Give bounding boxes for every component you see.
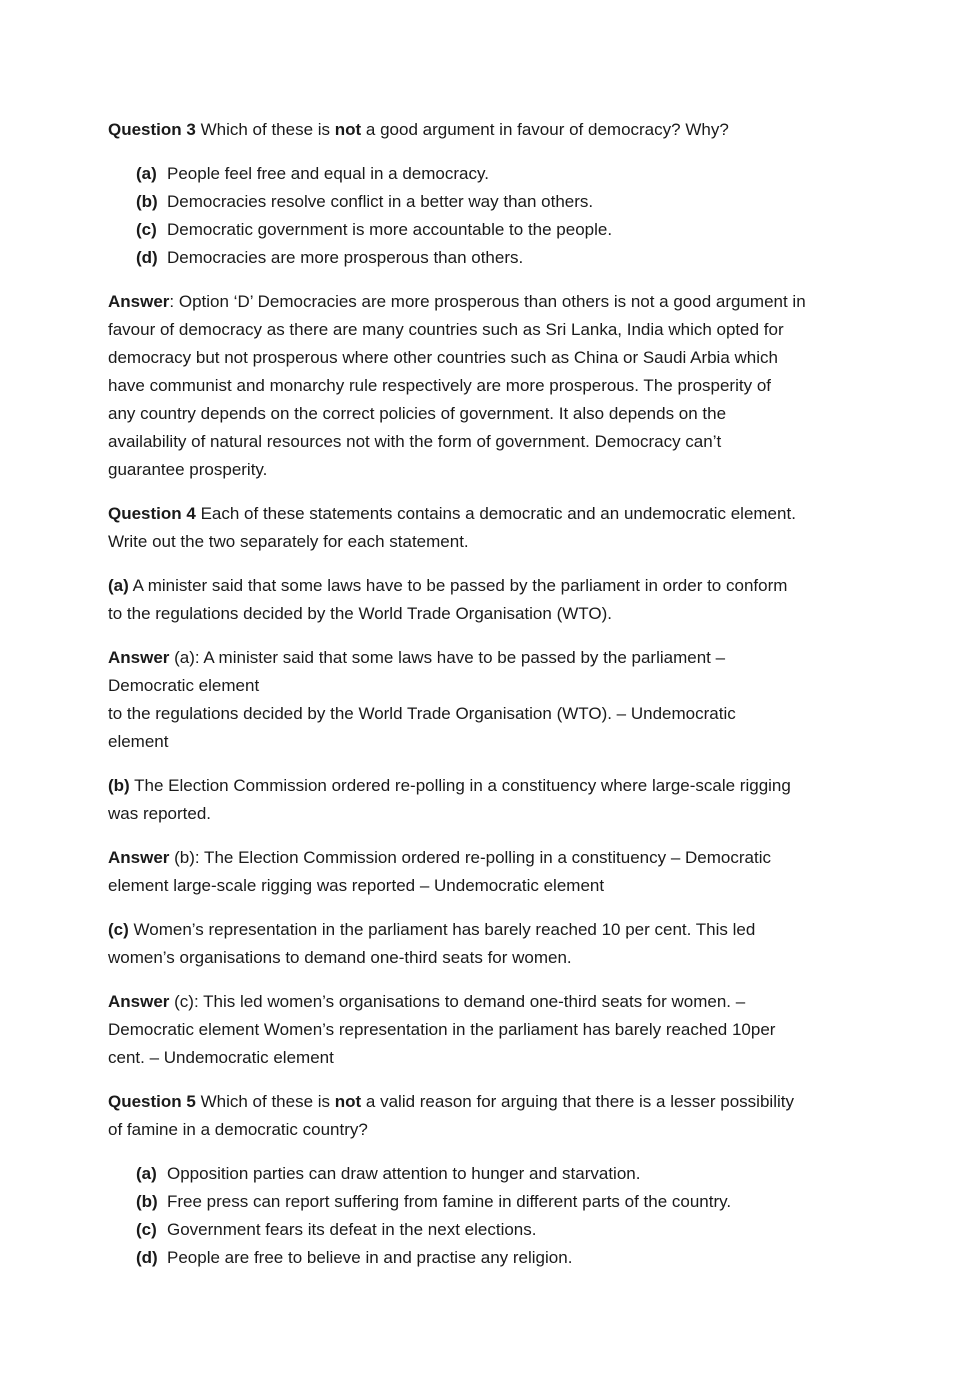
question-4-answer-c: Answer (c): This led women’s organisations to demand one-third seats for women. – Democratic element Women’s representation in the parliament has barely reached 10per cent. – Undemocratic element [108, 992, 776, 1067]
document-page [108, 116, 868, 1288]
question-label: Question 3 [108, 120, 196, 139]
question-4-part-b: (b) The Election Commission ordered re-polling in a constituency where large-scale rigging was reported. [108, 776, 791, 823]
question-4-answer-a: Answer (a): A minister said that some laws have to be passed by the parliament – Democratic element to the regulations decided by the World Trade Organisation (WTO). – Undemocratic element [108, 648, 736, 751]
question-label: Question 4 [108, 504, 196, 523]
question-label: Question 5 [108, 1092, 196, 1111]
option-d: (d) People are free to believe in and practise any religion. [136, 1248, 573, 1267]
question-3-options [136, 160, 868, 272]
option-b: (b) Free press can report suffering from famine in different parts of the country. [136, 1192, 732, 1211]
option-a: (a) Opposition parties can draw attention to hunger and starvation. [136, 1164, 641, 1183]
question-5: Question 5 Which of these is not a valid reason for arguing that there is a lesser possibility of famine in a democratic country? [108, 1092, 794, 1139]
question-4-answer-b: Answer (b): The Election Commission ordered re-polling in a constituency – Democratic element large-scale rigging was reported – Undemocratic element [108, 848, 771, 895]
option-c: (c) Government fears its defeat in the next elections. [136, 1220, 537, 1239]
answer-label: Answer [108, 648, 170, 667]
question-5-options [136, 1160, 868, 1272]
question-3: Question 3 Which of these is not a good argument in favour of democracy? Why? [108, 120, 729, 139]
option-c: (c) Democratic government is more accountable to the people. [136, 220, 613, 239]
answer-label: Answer [108, 292, 170, 311]
question-4-part-a: (a) A minister said that some laws have to be passed by the parliament in order to conform to the regulations decided by the World Trade Organisation (WTO). [108, 576, 788, 623]
answer-label: Answer [108, 992, 170, 1011]
option-b: (b) Democracies resolve conflict in a better way than others. [136, 192, 594, 211]
question-4-part-c: (c) Women’s representation in the parliament has barely reached 10 per cent. This led women’s organisations to demand one-third seats for women. [108, 920, 756, 967]
option-d: (d) Democracies are more prosperous than others. [136, 248, 524, 267]
option-a: (a) People feel free and equal in a democracy. [136, 164, 489, 183]
question-3-answer: Answer: Option ‘D’ Democracies are more prosperous than others is not a good argument in favour of democracy as there are many countries such as Sri Lanka, India which opted for democracy but not prosperous where other countries such as China or Saudi Arbia which have communist and monarchy rule respectively are more prosperous. The prosperity of any country depends on the correct policies of government. It also depends on the availability of natural resources not with the form of government. Democracy can’t guarantee prosperity. [108, 292, 806, 479]
answer-label: Answer [108, 848, 170, 867]
question-4: Question 4 Each of these statements contains a democratic and an undemocratic element. Write out the two separately for each statement. [108, 504, 796, 551]
